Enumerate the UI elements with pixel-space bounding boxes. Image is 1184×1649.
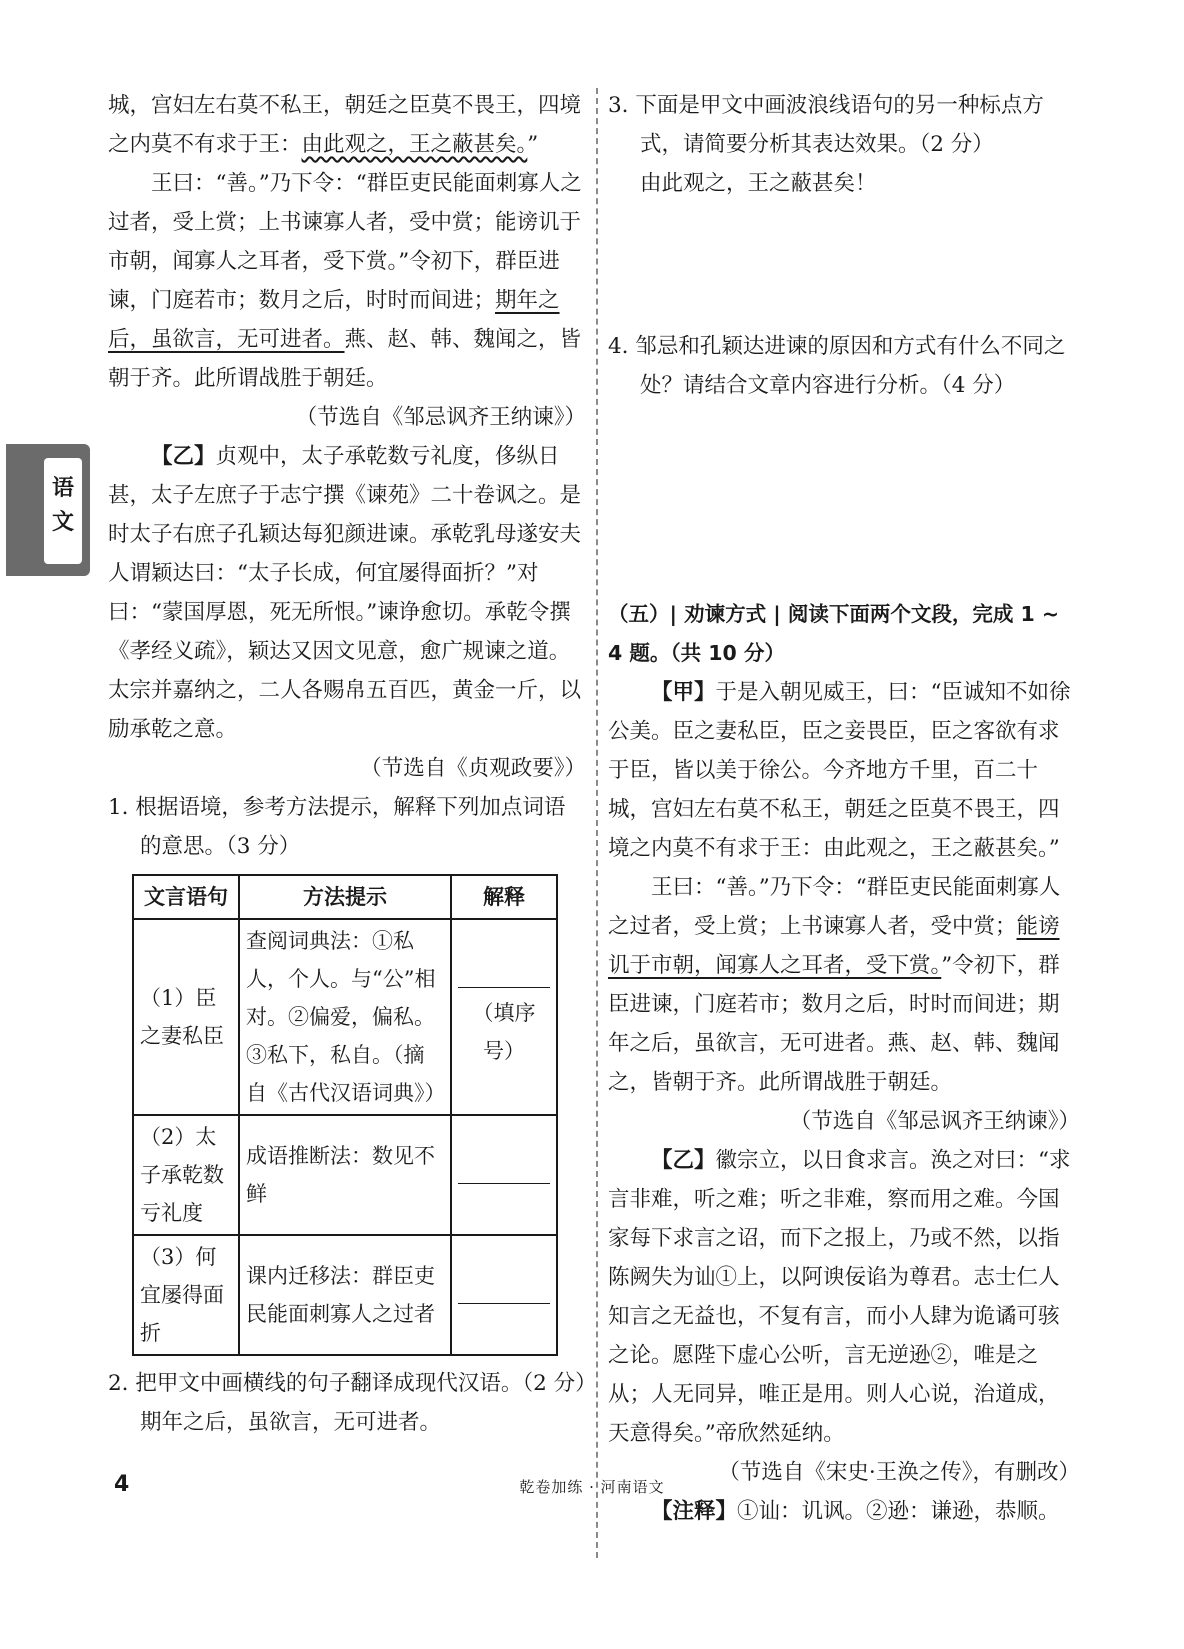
subject-char-1: 语 [51,476,74,501]
table-cell-hint: 课内迁移法：群臣吏民能面刺寡人之过者 [239,1235,451,1355]
question-4: 4. 邹忌和孔颖达进谏的原因和方式有什么不同之处？请结合文章内容进行分析。（4 分） [608,334,1066,398]
table-header: 文言语句 [133,875,239,919]
annotation [608,1492,1080,1531]
right-column [608,86,1080,1531]
answer-space[interactable] [608,405,1080,595]
text: 徽宗立，以日食求言。涣之对曰：“求言非难，听之难；听之非难，察而用之难。今国家每下求言之诏，而下之报上，乃或不然，以指陈阙失为讪①上，以阿谀佞谄为尊君。志士仁人知言之无益也，不复有言，而小人肆为诡谲可骇之论。愿陛下虚心公听，言无逆逊②，唯是之从；人无同异，唯正是用。则人心说，治道成，天意得矣。”帝欣然延纳。 [608,1148,1071,1446]
answer-hint: （填序号） [472,1000,536,1063]
jia-tag: 【甲】 [651,680,716,705]
annotation-tag: 【注释】 [651,1499,738,1524]
text: 于是入朝见威王，曰：“臣诚知不如徐公美。臣之妻私臣，臣之妾畏臣，臣之客欲有求于臣，皆以美于徐公。今齐地方千里，百二十城，宫妇左右莫不私王，朝廷之臣莫不畏王，四境之内莫不有求于王：由此观之，王之蔽甚矣。” [608,680,1071,861]
table-row [133,919,557,1115]
table-cell-hint: 成语推断法：数见不鲜 [239,1115,451,1235]
column-divider [596,88,598,1558]
yi-passage [608,1141,1080,1453]
text: 城，宫妇左右莫不私王，朝廷之臣莫不畏王，四境之内莫不有求于王： [108,93,582,157]
jia-passage-end [108,86,586,164]
question-3: 3. 下面是甲文中画波浪线语句的另一种标点方式，请简要分析其表达效果。（2 分） [608,93,1044,157]
jia-passage-paragraph [108,164,586,398]
subject-label [44,458,82,564]
source-citation: （节选自《贞观政要》） [360,756,586,781]
underlined-sentence: 期年之后，虽欲言，无可进者。 [108,288,560,352]
jia-passage-paragraph [608,868,1080,1102]
yi-passage [108,437,586,749]
subject-char-2: 文 [51,510,74,535]
source-citation: （节选自《邹忌讽齐王纳谏》） [295,405,586,430]
wavy-line-sentence: 由此观之，王之蔽甚矣。 [301,132,528,157]
table-cell-answer[interactable] [451,1235,557,1355]
text: 王曰：“善。”乃下令：“群臣吏民能面刺寡人之过者，受上赏；上书谏寡人者，受中赏； [608,875,1061,939]
question-2: 2. 把甲文中画横线的句子翻译成现代汉语。（2 分） [108,1371,597,1396]
question-1: 1. 根据语境，参考方法提示，解释下列加点词语的意思。（3 分） [108,795,566,859]
underlined-sentence: 能谤讥于市朝，闻寡人之耳者，受下赏。 [608,914,1060,978]
yi-tag: 【乙】 [151,444,216,469]
table-cell-answer[interactable] [451,1115,557,1235]
source-citation: （节选自《邹忌讽齐王纳谏》） [789,1109,1080,1134]
text: 贞观中，太子承乾数亏礼度，侈纵日甚，太子左庶子于志宁撰《谏苑》二十卷讽之。是时太子右庶子孔颖达每犯颜进谏。承乾乳母遂安夫人谓颖达曰：“太子长成，何宜屡得面折？”对曰：“蒙国厚恩，死无所恨。”谏诤愈切。承乾令撰《孝经义疏》，颖达又因文见意，愈广规谏之道。太宗并嘉纳之，二人各赐帛五百匹，黄金一斤，以励承乾之意。 [108,444,582,742]
table-cell-answer[interactable] [451,919,557,1115]
source-citation: （节选自《宋史·王涣之传》，有删改） [718,1460,1080,1485]
text: ①讪：讥讽。②逊：谦逊，恭顺。 [737,1499,1060,1524]
text: ” [527,132,539,157]
answer-space[interactable] [608,203,1080,327]
table-header-row [133,875,557,919]
question-2-sentence: 期年之后，虽欲言，无可进者。 [140,1410,442,1435]
table-row [133,1235,557,1355]
question-3-sentence: 由此观之，王之蔽甚矣！ [640,171,877,196]
section-title: （五）| 劝谏方式 | 阅读下面两个文段，完成 1 ~ 4 题。（共 10 分） [608,602,1060,665]
table-cell-hint: 查阅词典法：①私人，个人。与“公”相对。②偏爱，偏私。③私下，私自。（摘自《古代汉语词典》） [239,919,451,1115]
footer-title: 乾卷加练 · 河南语文 [519,1478,665,1496]
table-cell-sentence: （1）臣之妻私臣 [133,919,239,1115]
method-table [132,874,558,1356]
jia-passage [608,673,1080,868]
page-number: 4 [114,1472,130,1497]
table-row [133,1115,557,1235]
text: 王曰：“善。”乃下令：“群臣吏民能面刺寡人之过者，受上赏；上书谏寡人者，受中赏；能谤讥于市朝，闻寡人之耳者，受下赏。”令初下，群臣进谏，门庭若市；数月之后，时时而间进； [108,171,582,313]
text: ”令初下，群臣进谏，门庭若市；数月之后，时时而间进；期年之后，虽欲言，无可进者。燕、赵、韩、魏闻之，皆朝于齐。此所谓战胜于朝廷。 [608,953,1060,1095]
answer-blank[interactable] [458,1161,550,1184]
table-cell-sentence: （2）太子承乾数亏礼度 [133,1115,239,1235]
text: 燕、赵、韩、魏闻之，皆朝于齐。此所谓战胜于朝廷。 [108,327,582,391]
answer-blank[interactable] [458,1281,550,1304]
table-cell-sentence: （3）何宜屡得面折 [133,1235,239,1355]
left-column [108,86,597,1442]
table-header: 解释 [451,875,557,919]
yi-tag: 【乙】 [651,1148,716,1173]
table-header: 方法提示 [239,875,451,919]
answer-blank[interactable] [458,965,550,988]
